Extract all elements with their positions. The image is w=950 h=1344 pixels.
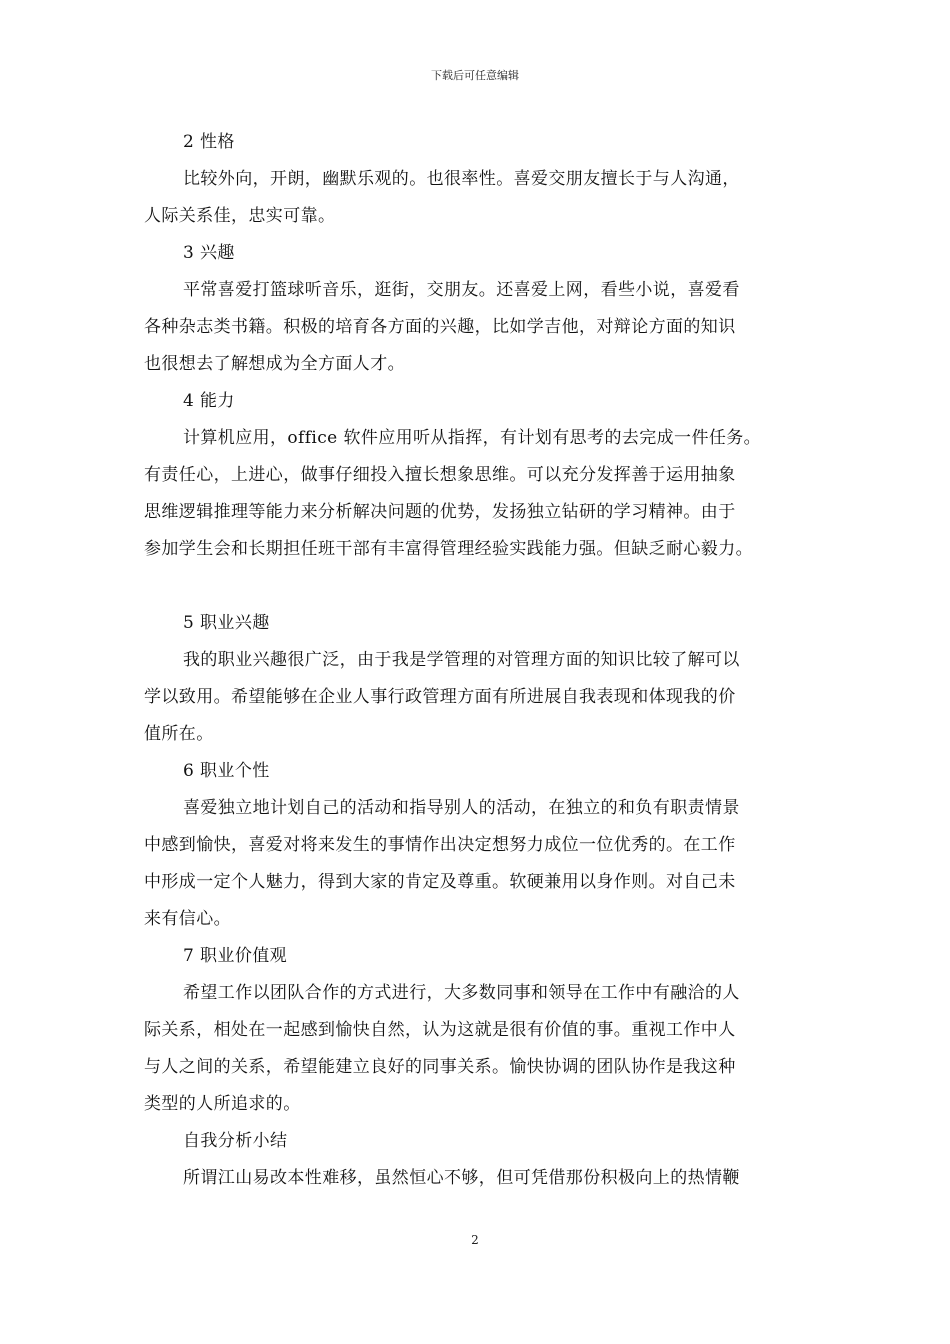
paragraph-line: 际关系，相处在一起感到愉快自然，认为这就是很有价值的事。重视工作中人	[144, 1020, 736, 1040]
paragraph-line: 人际关系佳，忠实可靠。	[144, 206, 336, 226]
document-body	[144, 124, 824, 1197]
section-heading-interests: 3 兴趣	[183, 243, 235, 263]
page-number: 2	[471, 1233, 479, 1247]
paragraph-line: 与人之间的关系，希望能建立良好的同事关系。愉快协调的团队协作是我这种	[144, 1057, 736, 1077]
section-heading-personality: 2 性格	[183, 132, 235, 152]
paragraph-line: 计算机应用，office 软件应用听从指挥，有计划有思考的去完成一件任务。	[183, 428, 762, 448]
paragraph-line: 也很想去了解想成为全方面人才。	[144, 354, 405, 374]
section-heading-ability: 4 能力	[183, 391, 235, 411]
section-heading-career-personality: 6 职业个性	[183, 761, 270, 781]
paragraph-line: 比较外向，开朗，幽默乐观的。也很率性。喜爱交朋友擅长于与人沟通，	[183, 169, 740, 189]
paragraph-line: 有责任心，上进心，做事仔细投入擅长想象思维。可以充分发挥善于运用抽象	[144, 465, 736, 485]
paragraph-line: 类型的人所追求的。	[144, 1094, 301, 1114]
paragraph-line: 平常喜爱打篮球听音乐，逛街，交朋友。还喜爱上网，看些小说，喜爱看	[183, 280, 740, 300]
page-header: 下载后可任意编辑	[431, 69, 519, 82]
section-heading-summary: 自我分析小结	[183, 1131, 288, 1151]
paragraph-line: 思维逻辑推理等能力来分析解决问题的优势，发扬独立钻研的学习精神。由于	[144, 502, 736, 522]
paragraph-line: 喜爱独立地计划自己的活动和指导别人的活动，在独立的和负有职责情景	[183, 798, 740, 818]
section-heading-career-interest: 5 职业兴趣	[183, 613, 270, 633]
blank-line	[144, 568, 824, 605]
paragraph-line: 所谓江山易改本性难移，虽然恒心不够，但可凭借那份积极向上的热情鞭	[183, 1168, 740, 1188]
paragraph-line: 学以致用。希望能够在企业人事行政管理方面有所进展自我表现和体现我的价	[144, 687, 736, 707]
paragraph-line: 我的职业兴趣很广泛，由于我是学管理的对管理方面的知识比较了解可以	[183, 650, 740, 670]
paragraph-line: 来有信心。	[144, 909, 231, 929]
paragraph-line: 中感到愉快，喜爱对将来发生的事情作出决定想努力成位一位优秀的。在工作	[144, 835, 736, 855]
section-heading-career-values: 7 职业价值观	[183, 946, 288, 966]
paragraph-line: 各种杂志类书籍。积极的培育各方面的兴趣，比如学吉他，对辩论方面的知识	[144, 317, 736, 337]
paragraph-line: 值所在。	[144, 724, 214, 744]
paragraph-line: 希望工作以团队合作的方式进行，大多数同事和领导在工作中有融洽的人	[183, 983, 740, 1003]
paragraph-line: 参加学生会和长期担任班干部有丰富得管理经验实践能力强。但缺乏耐心毅力。	[144, 539, 753, 559]
paragraph-line: 中形成一定个人魅力，得到大家的肯定及尊重。软硬兼用以身作则。对自己未	[144, 872, 736, 892]
